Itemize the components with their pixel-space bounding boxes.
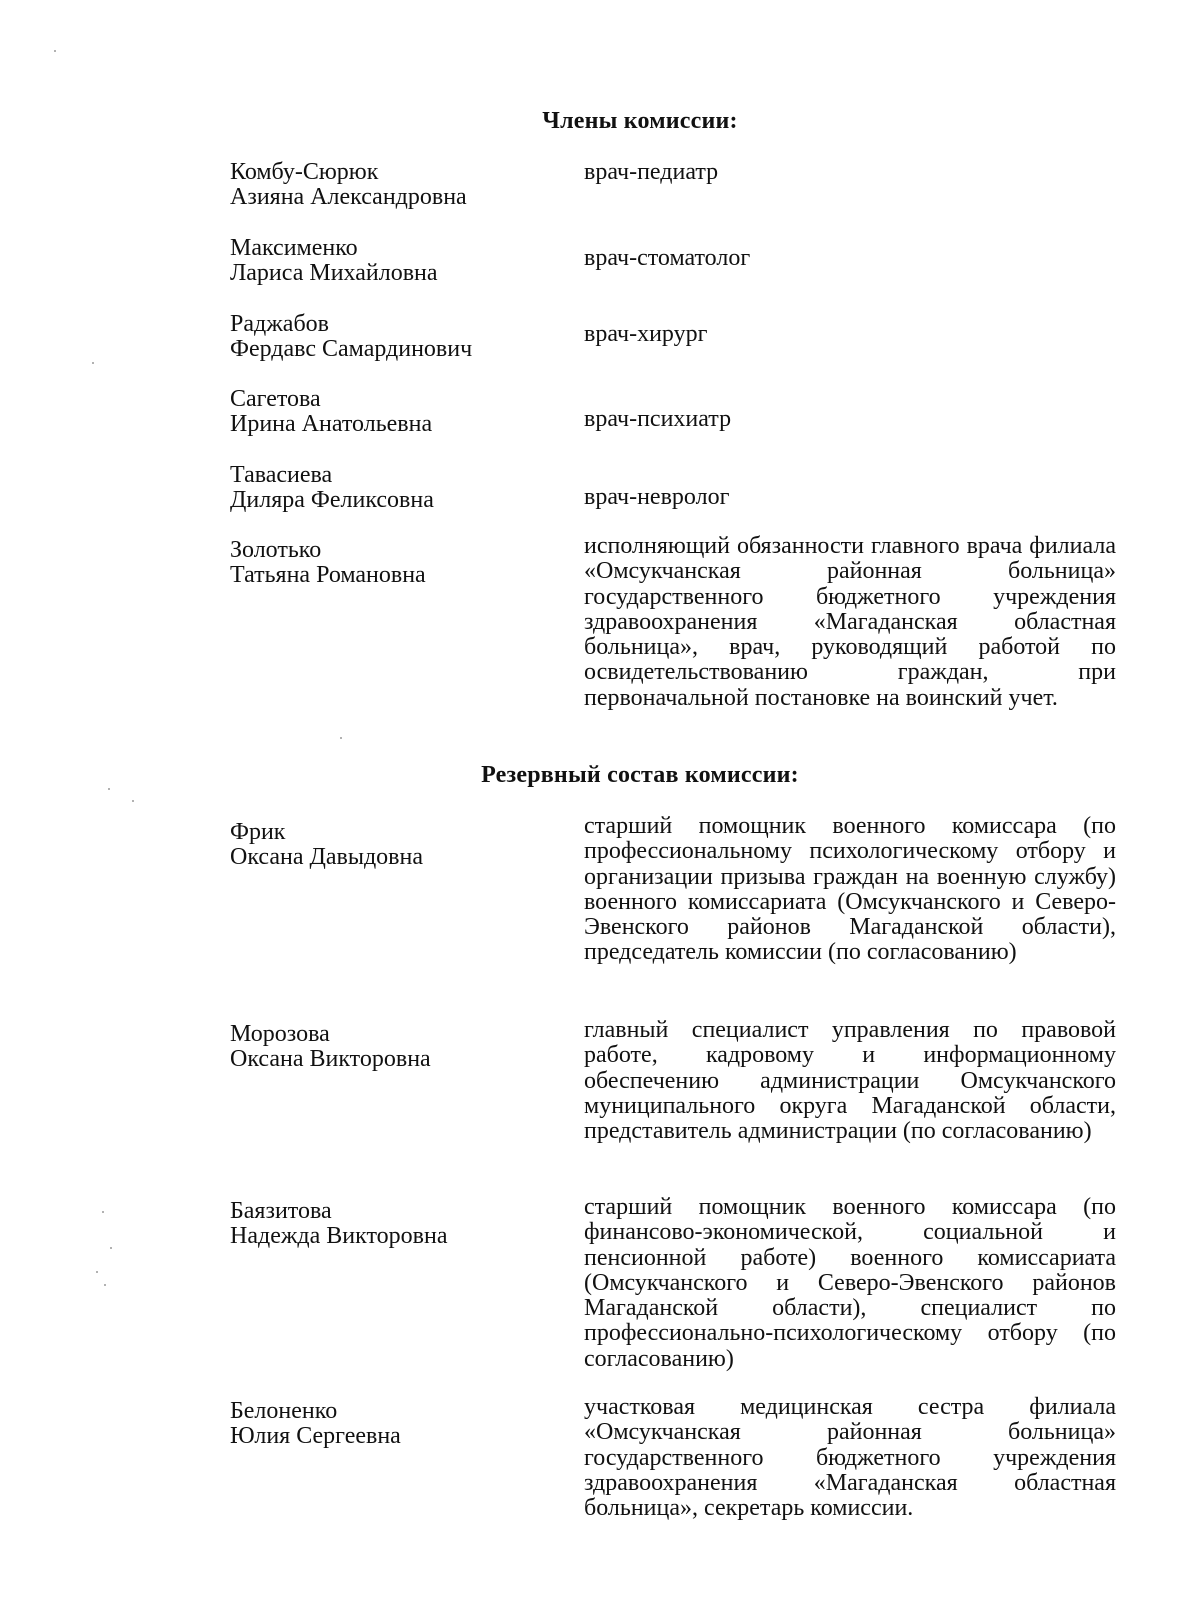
- member-surname: Раджабов: [230, 311, 329, 337]
- member-surname: Золотько: [230, 537, 322, 563]
- member-given-name: Диляра Феликсовна: [230, 487, 434, 513]
- reserve-heading: Резервный состав комиссии:: [481, 762, 799, 788]
- reserve-role: старший помощник военного комиссара (по профессиональному психологическому отбору и организации призыва граждан на военную службу) военного комиссариата (Омсукчанского и Северо-Эвенского районов Магаданской области), председатель комиссии (по согласованию): [584, 813, 1116, 966]
- member-given-name: Лариса Михайловна: [230, 260, 438, 286]
- member-name: [230, 387, 560, 437]
- member-given-name: Ирина Анатольевна: [230, 411, 433, 437]
- member-surname: Тавасиева: [230, 462, 333, 488]
- member-surname: Комбу-Сюрюк: [230, 159, 379, 185]
- member-name: [230, 538, 560, 588]
- scan-speck: [54, 50, 56, 52]
- scan-speck: [96, 1271, 98, 1273]
- reserve-surname: Морозова: [230, 1021, 330, 1047]
- scan-speck: [110, 1247, 112, 1249]
- reserve-name: [230, 1399, 560, 1449]
- reserve-surname: Фрик: [230, 819, 286, 845]
- scan-speck: [340, 737, 342, 739]
- member-given-name: Фердавс Самардинович: [230, 336, 473, 362]
- reserve-role: главный специалист управления по правовой работе, кадровому и информационному обеспечению администрации Омсукчанского муниципального округа Магаданской области, представитель администрации (по согласованию): [584, 1017, 1116, 1145]
- member-role: врач-стоматолог: [584, 245, 751, 271]
- member-name: [230, 236, 560, 286]
- scan-speck: [92, 362, 94, 364]
- member-role: врач-невролог: [584, 484, 730, 510]
- reserve-given-name: Надежда Викторовна: [230, 1223, 448, 1249]
- member-role: исполняющий обязанности главного врача филиала «Омсукчанская районная больница» государственного бюджетного учреждения здравоохранения «Магаданская областная больница», врач, руководящий работой по освидетельствованию граждан, при первоначальной постановке на воинский учет.: [584, 533, 1116, 711]
- reserve-name: [230, 1199, 560, 1249]
- member-given-name: Азияна Александровна: [230, 184, 467, 210]
- member-surname: Сагетова: [230, 386, 321, 412]
- member-name: [230, 312, 560, 362]
- member-name: [230, 463, 560, 513]
- reserve-given-name: Юлия Сергеевна: [230, 1423, 401, 1449]
- scan-speck: [102, 1211, 104, 1213]
- member-role: врач-психиатр: [584, 406, 732, 432]
- reserve-given-name: Оксана Давыдовна: [230, 844, 424, 870]
- reserve-role: участковая медицинская сестра филиала «Омсукчанская районная больница» государственного бюджетного учреждения здравоохранения «Магаданская областная больница», секретарь комиссии.: [584, 1394, 1116, 1522]
- member-role: врач-педиатр: [584, 159, 719, 185]
- scan-speck: [132, 800, 134, 802]
- reserve-role: старший помощник военного комиссара (по финансово-экономической, социальной и пенсионной работе) военного комиссариата (Омсукчанского и Северо-Эвенского районов Магаданской области), специалист по профессионально-психологическому отбору (по согласованию): [584, 1194, 1116, 1372]
- reserve-surname: Белоненко: [230, 1398, 338, 1424]
- scan-speck: [108, 788, 110, 790]
- reserve-given-name: Оксана Викторовна: [230, 1046, 431, 1072]
- member-surname: Максименко: [230, 235, 358, 261]
- reserve-name: [230, 1022, 560, 1072]
- member-name: [230, 160, 560, 210]
- members-heading: Члены комиссии:: [542, 108, 738, 134]
- reserve-name: [230, 820, 560, 870]
- member-given-name: Татьяна Романовна: [230, 562, 426, 588]
- scan-speck: [104, 1284, 106, 1286]
- reserve-surname: Баязитова: [230, 1198, 332, 1224]
- member-role: врач-хирург: [584, 321, 708, 347]
